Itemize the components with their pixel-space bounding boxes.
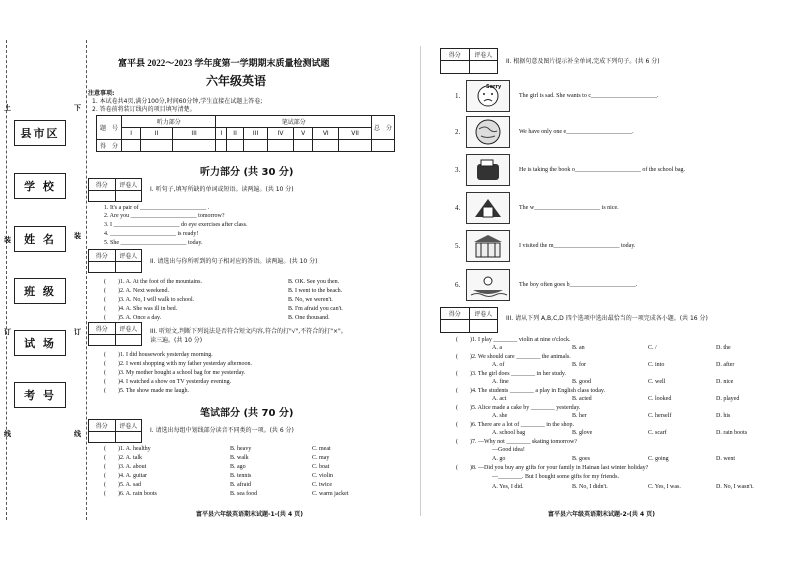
written-s1-a: ( )2. A. talk: [104, 455, 142, 461]
listening-s3-item: ( )1. I did housework yesterday morning.: [104, 352, 213, 358]
grader-reviewer-label: 评卷人: [119, 326, 138, 333]
roman-header: VII: [339, 128, 372, 140]
listening-s1-item: 4. ______________________ is ready!: [104, 231, 199, 237]
mc-question: ( )6. There are a lot of ________ in the shop.: [456, 422, 575, 428]
listening-s1-title: I. 听句子,填写所缺的单词或短语。读两遍。(共 10 分): [150, 186, 294, 193]
mc-option-c: C. well: [648, 379, 666, 385]
mc-question: ( )7. —Why not ________ skating tomorrow?: [456, 439, 577, 445]
mc-option-c: C. into: [648, 362, 665, 368]
side-label-xia: 下: [74, 104, 81, 112]
mc-question: ( )2. We should care ________ the animals.: [456, 354, 571, 360]
written-s1-a: ( )6. A. rain boots: [104, 491, 157, 497]
listening-s2-option-a: ( )2. A. Next weekend.: [104, 288, 169, 294]
mc-option-b: B. goes: [572, 456, 590, 462]
grader-box-l3: [88, 322, 142, 346]
listening-s3-item: ( )4. I watched a show on TV yesterday evening.: [104, 379, 232, 385]
grader-reviewer-label: 评卷人: [119, 423, 138, 430]
roman-header: II: [141, 128, 172, 140]
listening-s3-item: ( )5. The show made me laugh.: [104, 388, 190, 394]
sorry-badge: Sorry: [486, 84, 502, 90]
side-label-shang: 上: [4, 104, 11, 112]
right-s2-title: II. 根据句意及图片提示补全单词,完成下列句子。(共 6 分): [506, 58, 660, 65]
grader-score-label: 得分: [89, 323, 116, 345]
grader-score-label: 得分: [89, 250, 116, 272]
mc-option-b: B. acted: [572, 396, 592, 402]
roman-header: IV: [268, 128, 294, 140]
written-s1-b: B. sea food: [230, 491, 258, 497]
roman-header: III: [244, 128, 268, 140]
notice-1: 1. 本试卷共4页,满分100分,时间60分钟,学生直接在试题上答卷;: [92, 98, 263, 105]
mc-option-a: A. of: [492, 362, 505, 368]
mc-option-d: D. rain boots: [716, 430, 748, 436]
binding-line-outer: [6, 40, 7, 520]
pic-item-number: 2.: [455, 128, 461, 136]
score-table-total: 总 分: [372, 116, 395, 140]
exam-subtitle: 六年级英语: [206, 74, 267, 88]
pic-item-number: 4.: [455, 204, 461, 212]
score-cell[interactable]: [226, 140, 243, 152]
pic-item-number: 5.: [455, 242, 461, 250]
written-s1-c: C. may: [312, 455, 330, 461]
roman-header: I: [216, 128, 227, 140]
mc-option-d: D. after: [716, 362, 735, 368]
footer-left: 富平县六年级英语期末试题-1-(共 4 页): [196, 511, 303, 518]
grader-score-label: 得分: [89, 420, 116, 442]
grader-box-l1: [88, 178, 142, 202]
binding-line: [86, 40, 87, 520]
page-divider: [420, 46, 421, 516]
written-s1-a: ( )5. A. sad: [104, 482, 141, 488]
score-table-item-label: 题 号: [97, 116, 122, 140]
mc-option-a: A. she: [492, 413, 508, 419]
notice-2: 2. 答卷前将装订线内的项目填写清楚。: [92, 106, 196, 113]
grader-box-w1: [88, 419, 142, 443]
written-s1-c: C. violin: [312, 473, 334, 479]
mc-option-a: A. school bag: [492, 430, 526, 436]
mc-option-c: C. looked: [648, 396, 672, 402]
mc-option-b: B. good: [572, 379, 592, 385]
roman-header: III: [172, 128, 216, 140]
grader-box-l2: [88, 249, 142, 273]
grader-score-label: 得分: [441, 308, 470, 332]
pic-item-text: We have only one e______________________.: [519, 129, 634, 135]
right-s3-title: III. 请从下列 A,B,C,D 四个选项中选出最恰当的一项完成各小题。(共 16 分): [506, 315, 708, 322]
mc-option-b: B. glove: [572, 430, 593, 436]
written-heading: 笔试部分 (共 70 分): [200, 408, 294, 419]
listening-heading: 听力部分 (共 30 分): [200, 167, 294, 178]
score-row-label: 得 分: [97, 140, 122, 152]
mc-option-a: A. act: [492, 396, 507, 402]
score-cell[interactable]: [244, 140, 268, 152]
listening-s1-item: 2. Are you ______________________ tomorrow?: [104, 213, 225, 219]
written-s1-c: C. boat: [312, 464, 330, 470]
listening-s3-item: ( )2. I went shopping with my father yesterday afternoon.: [104, 361, 252, 367]
score-cell[interactable]: [268, 140, 294, 152]
side-label-zhuang-right: 装: [74, 232, 81, 240]
written-s1-c: C. meat: [312, 446, 331, 452]
pic-item-text: The boy often goes b______________________.: [519, 282, 638, 288]
mc-option-d: D. No, I wasn't.: [716, 484, 754, 490]
mc-question: ( )3. The girl does ________ in her study.: [456, 371, 566, 377]
listening-s3-item: ( )3. My mother bought a school bag for me yesterday.: [104, 370, 246, 376]
mc-question-reply: —Good idea!: [492, 447, 525, 453]
listening-s1-item: 3. I ______________________ do eye exercises after class.: [104, 222, 248, 228]
footer-right: 富平县六年级英语期末试题-2-(共 4 页): [548, 511, 655, 518]
pic-item-text: I visited the m______________________ today.: [519, 243, 636, 249]
info-county[interactable]: 县市区: [14, 120, 66, 146]
written-s1-a: ( )3. A. about: [104, 464, 147, 470]
notice-title: 注意事项:: [88, 90, 115, 97]
pic-item-number: 6.: [455, 281, 461, 289]
info-name[interactable]: 姓 名: [14, 226, 66, 252]
mc-option-d: D. nice: [716, 379, 734, 385]
score-table-written: 笔试部分: [216, 116, 372, 128]
side-label-xian-left: 线: [4, 430, 11, 438]
mc-option-d: D. played: [716, 396, 740, 402]
roman-header: I: [122, 128, 141, 140]
grader-reviewer-label: 评卷人: [119, 182, 138, 189]
mc-option-b: B. an: [572, 345, 585, 351]
info-school[interactable]: 学 校: [14, 173, 66, 199]
roman-header: VI: [313, 128, 339, 140]
listening-s2-option-b: B. One thousand.: [288, 315, 330, 321]
mc-option-d: D. the: [716, 345, 731, 351]
pic-item-text: The girl is sad. She wants to c______________________.: [519, 93, 659, 99]
listening-s2-option-b: B. OK. See you then.: [288, 279, 340, 285]
listening-s2-option-a: ( )4. A. She was ill in bed.: [104, 306, 178, 312]
pic-item-number: 1.: [455, 92, 461, 100]
earth-picture: [466, 116, 510, 148]
mc-option-a: A. a: [492, 345, 502, 351]
score-cell[interactable]: [141, 140, 172, 152]
listening-s1-item: 5. She ______________________ today.: [104, 240, 203, 246]
mc-option-b: B. for: [572, 362, 586, 368]
boating-picture: [466, 269, 510, 301]
pic-item-text: The w______________________ is nice.: [519, 205, 619, 211]
mc-question: ( )8. —Did you buy any gifts for your family in Hainan last winter holiday?: [456, 465, 649, 471]
mc-option-c: C. herself: [648, 413, 672, 419]
score-cell[interactable]: [172, 140, 216, 152]
mc-option-b: B. No, I didn't.: [572, 484, 608, 490]
score-cell[interactable]: [216, 140, 227, 152]
pic-item-number: 3.: [455, 166, 461, 174]
listening-s2-option-a: ( )5. A. Once a day.: [104, 315, 162, 321]
side-label-ding-right: 订: [74, 328, 81, 336]
mc-option-c: C. going: [648, 456, 669, 462]
written-s1-b: B. walk: [230, 455, 249, 461]
mc-question-reply: —________. But I bought some gifts for my friends.: [492, 474, 619, 480]
score-table: [96, 115, 395, 152]
mc-option-a: A. fine: [492, 379, 509, 385]
listening-s2-option-a: ( )1. A. At the foot of the mountains.: [104, 279, 202, 285]
score-cell[interactable]: [372, 140, 395, 152]
listening-s2-option-a: ( )3. A. No, I will walk to school.: [104, 297, 195, 303]
written-s1-a: ( )4. A. guitar: [104, 473, 147, 479]
listening-s2-option-b: B. I'm afraid you can't.: [288, 306, 343, 312]
roman-header: II: [226, 128, 243, 140]
grader-score-label: 得分: [89, 179, 116, 201]
written-s1-b: B. tennis: [230, 473, 252, 479]
mc-option-d: D. went: [716, 456, 735, 462]
score-cell[interactable]: [122, 140, 141, 152]
museum-picture: [466, 230, 510, 262]
mc-option-c: C. /: [648, 345, 657, 351]
info-exam-number[interactable]: 考 号: [14, 382, 66, 408]
written-s1-b: B. afraid: [230, 482, 251, 488]
mc-question: ( )4. The students ________ a play in English class today.: [456, 388, 605, 394]
score-cell[interactable]: [339, 140, 372, 152]
written-s1-b: B. ago: [230, 464, 246, 470]
listening-s3-title-2: 读三遍。(共 10 分): [150, 337, 203, 344]
grader-box-r2: [440, 48, 498, 74]
listening-s2-option-b: B. No, we weren't.: [288, 297, 333, 303]
mc-option-c: C. Yes, I was.: [648, 484, 681, 490]
side-label-ding-left: 订: [4, 328, 11, 336]
grader-reviewer-label: 评卷人: [474, 311, 493, 318]
listening-s2-option-b: B. I went to the beach.: [288, 288, 343, 294]
mc-option-c: C. scarf: [648, 430, 667, 436]
score-table-listening: 听力部分: [122, 116, 216, 128]
weather-picture: [466, 192, 510, 224]
written-s1-c: C. twice: [312, 482, 332, 488]
written-s1-title: I. 请选出每组中划线部分读音不同类的一项。(共 6 分): [150, 427, 294, 434]
side-label-zhuang-left: 装: [4, 236, 11, 244]
listening-s1-item: 1. It's a pair of ______________________ .: [104, 205, 210, 211]
info-exam-room[interactable]: 试 场: [14, 330, 66, 356]
score-cell[interactable]: [313, 140, 339, 152]
side-label-xian-right: 线: [74, 430, 81, 438]
mc-option-b: B. her: [572, 413, 587, 419]
info-class[interactable]: 班 级: [14, 278, 66, 304]
grader-box-r3: [440, 307, 498, 333]
mc-option-d: D. his: [716, 413, 731, 419]
mc-option-a: A. go: [492, 456, 506, 462]
grader-reviewer-label: 评卷人: [119, 253, 138, 260]
listening-s2-title: II. 请选出与你所听到的句子相对应的答语。读两遍。(共 10 分): [150, 258, 318, 265]
roman-header: V: [293, 128, 312, 140]
written-s1-a: ( )1. A. healthy: [104, 446, 151, 452]
grader-reviewer-label: 评卷人: [474, 52, 493, 59]
schoolbag-picture: [466, 154, 510, 186]
mc-question: ( )1. I play ________ violin at nine o'clock.: [456, 337, 571, 343]
mc-question: ( )5. Alice made a cake by ________ yesterday.: [456, 405, 581, 411]
listening-s3-title-1: III. 听短文,判断下列说法是否符合短文内容,符合的打"√",不符合的打"×"。: [150, 328, 347, 335]
written-s1-b: B. heavy: [230, 446, 252, 452]
written-s1-c: C. warm jacket: [312, 491, 349, 497]
grader-score-label: 得分: [441, 49, 470, 73]
pic-item-text: He is taking the book o______________________ of the school bag.: [519, 167, 685, 173]
score-cell[interactable]: [293, 140, 312, 152]
mc-option-a: A. Yes, I did.: [492, 484, 524, 490]
exam-title: 富平县 2022～2023 学年度第一学期期末质量检测试题: [118, 58, 330, 68]
